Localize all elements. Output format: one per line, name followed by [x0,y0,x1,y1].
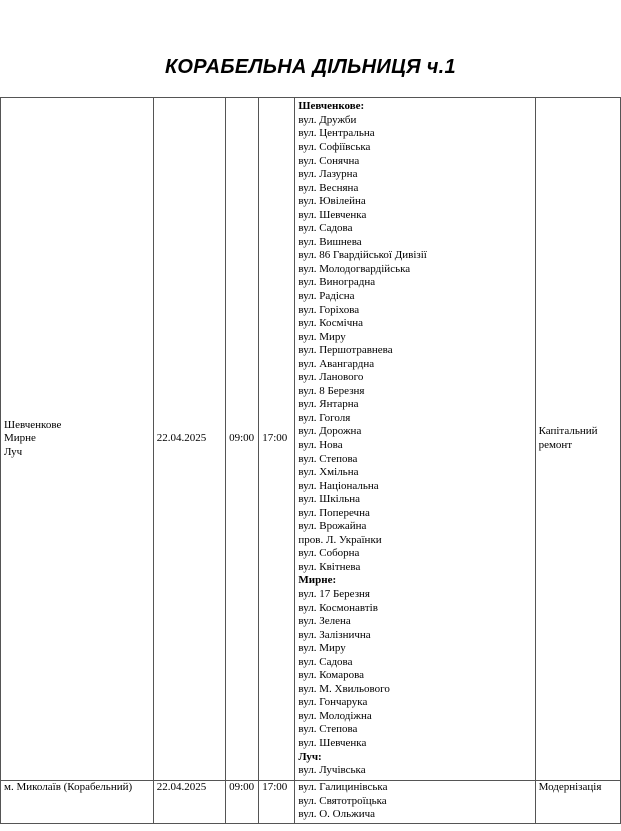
village-heading: Мирне: [298,574,337,587]
street-item: вул. Сонячна [298,154,360,167]
street-item: вул. О. Ольжича [298,808,376,821]
street-item: вул. Поперечна [298,506,370,519]
streets-cell [295,781,535,824]
street-item: вул. Степова [298,723,358,736]
street-item: вул. 86 Гвардійської Дивізії [298,249,427,262]
start-time-cell: 09:00 [226,781,259,824]
street-item: вул. Радісна [298,289,355,302]
start-time-cell: 09:00 [226,98,259,781]
street-item: вул. Гончарука [298,696,368,709]
street-item: вул. Першотравнева [298,344,393,357]
streets-cell [295,98,535,781]
street-item: пров. Л. Українки [298,533,382,546]
street-item: вул. Степова [298,452,358,465]
date-cell: 22.04.2025 [153,98,225,781]
street-item: вул. Ланового [298,371,364,384]
street-item: вул. 8 Березня [298,384,365,397]
street-item: вул. Шевченка [298,208,367,221]
settlement-name: м. Миколаїв (Корабельний) [4,781,133,793]
street-item: вул. Квітнева [298,560,361,573]
street-item: вул. Миру [298,330,346,343]
date-cell: 22.04.2025 [153,781,225,824]
street-item: вул. Виноградна [298,276,376,289]
settlement-name: Шевченкове [4,418,62,431]
street-item: вул. Комарова [298,669,365,682]
street-item: вул. Врожайна [298,520,367,533]
street-item: вул. Космічна [298,317,363,330]
street-item: вул. Соборна [298,547,360,560]
street-item: вул. Дорожна [298,425,362,438]
settlements-cell [1,781,154,824]
street-item: вул. М. Хвильового [298,682,390,695]
page-title: КОРАБЕЛЬНА ДІЛЬНИЦЯ ч.1 [165,56,456,78]
street-item: вул. Молодогвардійська [298,262,411,275]
reason-cell: Капітальний ремонт [535,98,620,781]
village-heading: Шевченкове: [298,100,365,113]
street-item: вул. Шевченка [298,737,367,750]
street-item: вул. Космонавтів [298,601,378,614]
street-item: вул. Ювілейна [298,195,366,208]
street-item: вул. Весняна [298,181,359,194]
street-item: вул. Авангардна [298,357,375,370]
street-item: вул. Шкільна [298,493,361,506]
outage-schedule-table [0,97,621,824]
table-row [1,98,621,781]
street-item: вул. Софіївська [298,140,371,153]
street-item: вул. Зелена [298,615,351,628]
street-item: вул. Янтарна [298,398,359,411]
street-item: вул. Гоголя [298,411,351,424]
street-item: вул. Дружби [298,113,357,126]
street-item: вул. 17 Березня [298,588,370,601]
street-item: вул. Галицинівська [298,781,388,793]
street-item: вул. Миру [298,642,346,655]
street-item: вул. Залізнична [298,628,371,641]
end-time-cell: 17:00 [259,98,295,781]
reason-cell: Модернізація [535,781,620,824]
street-item: вул. Садова [298,655,353,668]
street-item: вул. Святотроїцька [298,794,387,807]
street-item: вул. Нова [298,439,343,451]
table-row [1,781,621,824]
street-item: вул. Садова [298,222,353,235]
street-item: вул. Національна [298,479,379,492]
street-item: вул. Хмільна [298,466,359,479]
settlement-name: Луч [4,445,23,458]
end-time-cell: 17:00 [259,781,295,824]
settlement-name: Мирне [4,432,36,445]
street-item: вул. Центральна [298,127,375,140]
street-item: вул. Лучівська [298,764,366,777]
street-item: вул. Молодіжна [298,709,372,722]
street-item: вул. Горіхова [298,303,360,316]
street-item: вул. Вишнева [298,235,362,248]
settlements-cell [1,98,154,781]
village-heading: Луч: [298,750,322,763]
street-item: вул. Лазурна [298,168,358,181]
